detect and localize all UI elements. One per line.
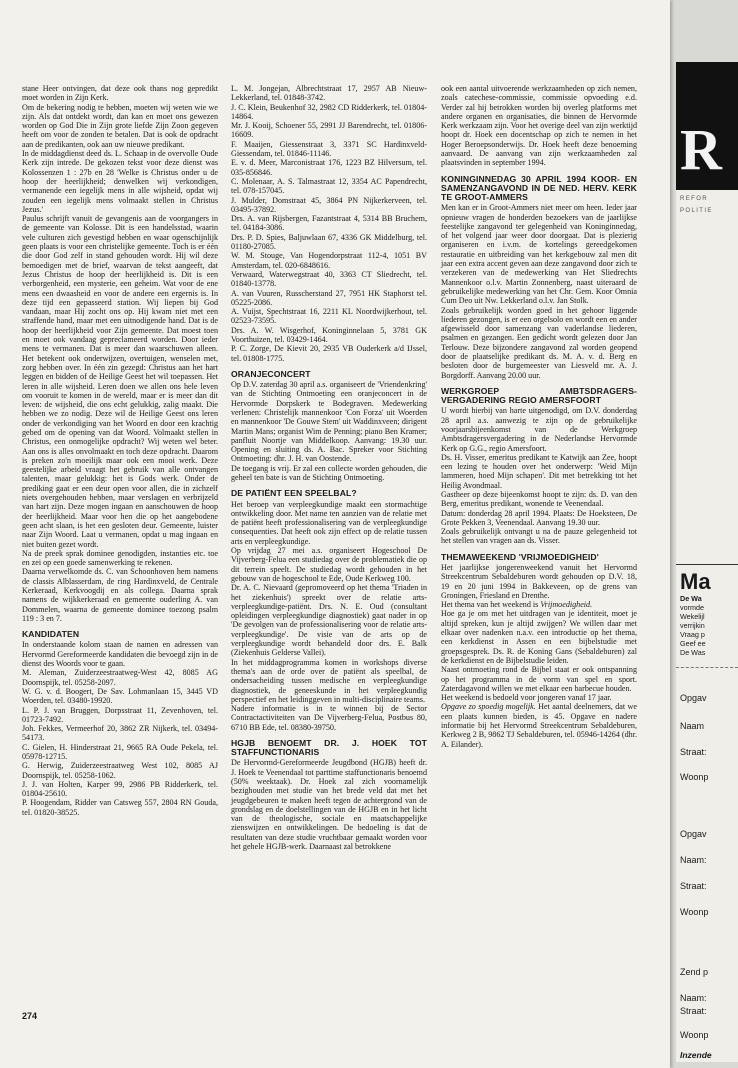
form-field-label: Opgav <box>680 693 707 703</box>
paragraph: Datum: donderdag 28 april 1994. Plaats: De Hoeksteen, De Grote Pekken 3, Veenendaal. Aanvang 19.30 uur. <box>441 508 637 527</box>
masthead-subtitle-1: REFOR <box>680 196 708 202</box>
candidate-entry: W. G. v. d. Boogert, De Sav. Lohmanlaan 15, 3445 VD Woerden, tel. 03480-19920. <box>22 686 218 706</box>
form-line: vormde <box>680 603 704 612</box>
form-field-label: Straat: <box>680 747 707 757</box>
candidate-entry: A. Vuijst, Spechtstraat 16, 2211 KL Noordwijkerhout, tel. 02523-73595. <box>231 307 427 326</box>
form-field-label: Naam <box>680 721 705 731</box>
paragraph: Men kan er in Groot-Ammers niet meer om heen. Ieder jaar opnieuw vragen de honderden bezoekers van de jaarlijkse feestelijke zangavond ter gelegenheid van Koninginnedag, of het volgend jaar weer door doorgaat. Dat is plezierig organiseren en i.v.m. de kortelings gereedgekomen restauratie en uitbreiding van het kerkgebouw zal men dit jaar een extra accent geven aan deze zangavond door zich te verzekeren van de medewerking van Het Sliedrechts Mannenkoor o.l.v. Martin Zonnenberg, naast uiteraard de gebruikelijke medewerking van het Chr. Gem. Koor Omnia Cum Deo uit Nw. Lekkerland o.l.v. Jan Stolk. <box>441 203 637 306</box>
subscription-form <box>676 564 738 1009</box>
candidate-entry: A. van Vuuren, Russcherstand 27, 7951 HK Staphorst tel. 05225-2086. <box>231 288 427 307</box>
form-field-label: Woonp <box>680 1030 709 1040</box>
section-heading-koninginnedag: KONINGINNEDAG 30 APRIL 1994 KOOR- EN SAMENZANGAVOND IN DE NED. HERV. KERK TE GROOT-AMMERS <box>441 173 637 203</box>
candidate-entry: Verwaard, Waterwegstraat 40, 3363 CT Sliedrecht, tel. 01840-13778. <box>231 269 427 289</box>
paragraph: In het middagprogramma komen in workshops diverse thema's aan de orde over de patiënt als speelbal, de ondersacheiding tussen medische en verpleegkundige diagnostiek, de geneeskunde in het verpleegkundig perspectief en het leidinggeven in multi-disciplinaire teams. <box>231 657 427 704</box>
column-2 <box>231 84 427 851</box>
paragraph: De toegang is vrij. Er zal een collecte worden gehouden, die geheel ten bate is van de Stichting Ontmoeting. <box>231 463 427 483</box>
candidate-entry: Drs. A. van Rijsbergen, Fazantstraat 4, 5314 BB Bruchem, tel. 04184-3086. <box>231 214 427 233</box>
candidate-entry: C. Molenaar, A. S. Talmastraat 12, 3354 AC Papendrecht, tel. 078-157045. <box>231 176 427 196</box>
form-field-label: Naam: <box>680 855 707 865</box>
section-heading-oranjeconcert: ORANJECONCERT <box>231 368 311 379</box>
form-field-label: Naam: <box>680 993 707 1003</box>
section-heading-kandidaten: KANDIDATEN <box>22 629 80 640</box>
form-line: Wekelijl <box>680 612 705 621</box>
paragraph: Dr. A. C. Nievaard (gepromoveerd op het thema 'Triaden in het ziekenhuis') spreekt over de relatie arts-verpleegkundige-patiënt. Drs. N. E. Oud (consultant opleidingen verpleegkundige diagnostiek) gaat nader in op 'De gevolgen van de professionalisering voor de relatie arts-verpleegkundige'. De visie van de arts op de verpleegkundige wordt behandeld door drs. E. Balk (Ziekenhuis Gelderse Vallei). <box>231 583 427 658</box>
paragraph: In de middagdienst deed ds. L. Schaap in de overvolle Oude Kerk zijn intrede. De gekozen tekst voor deze dienst was Kolossenzen 1 : 27b en 28 'Welke is Christus onder u de hoop der heerlijkheid; denwelken wij verkondigen, vermanende een iegelijk mens in alle wijsheid, opdat wij zouden een iegelijk mens volmaakt stellen in Christus Jezus.' <box>22 149 218 214</box>
candidate-entry: Drs. P. D. Spies, Baljuwlaan 67, 4336 GK Middelburg, tel. 01180-27085. <box>231 232 427 252</box>
candidate-entry: J. Mulder, Domstraat 45, 3864 PN Nijkerkerveen, tel. 03495-37892. <box>231 195 427 214</box>
candidate-entry: G. Herwig, Zuiderzeestraatweg West 102, 8085 AJ Doornspijk, tel. 05258-1062. <box>22 761 218 780</box>
candidate-entry: Mr. J. Kooij, Schoener 55, 2991 JJ Barendrecht, tel. 01806-16609. <box>231 121 427 140</box>
form-title: Ma <box>680 569 711 594</box>
section-heading-themaweekend: THEMAWEEKEND 'VRIJMOEDIGHEID' <box>441 551 599 562</box>
paragraph: Ds. H. Visser, emeritus predikant te Katwijk aan Zee, hoopt een lezing te houden over het onderwerp: 'Weid Mijn lammeren, hoed Mijn schapen'. Dit met betrekking tot het Heilig Avondmaal. <box>441 452 637 490</box>
paragraph: ook een aantal uitvoerende werkzaamheden op zich nemen, zoals catechese-commissie, commissie opvoeding e.d. Verder zal hij betrokken worden bij overleg platforms met andere organen en organisaties, die binnen de Hervormde Kerk werkzaam zijn. Voor het overige deel van zijn werktijd hoopt dr. Hoek een docentschap op zich te nemen in het Hoger Beroepsonderwijs. Dr. Hoek heeft deze benoeming aanvaard. De aanvang van zijn werkzaamheden zal plaatsvinden in september 1994. <box>441 84 637 168</box>
candidate-entry: J. J. van Holten, Karper 99, 2986 PB Ridderkerk, tel. 01804-25610. <box>22 779 218 799</box>
paragraph: Gastheer op deze bijeenkomst hoopt te zijn: ds. D. van den Berg, emeritus predikant, wonende te Veenendaal. <box>441 490 637 509</box>
form-field-label: Straat: <box>680 1006 707 1016</box>
paragraph: Het beroep van verpleegkundige maakt een stormachtige ontwikkeling door. Met name ten aanzien van de relatie met de patiënt heeft professionalisering van de verpleegkundige consequenties. Dat heeft ook zijn effect op de relatie tussen arts en verpleegkundige. <box>231 499 427 546</box>
section-heading-werkgroep: WERKGROEP AMBTSDRAGERS-VERGADERING REGIO AMERSFOORT <box>441 385 637 406</box>
candidate-entry: Drs. A. W. Wisgerhof, Koninginnelaan 5, 3781 GK Voorthuizen, tel. 03429-1464. <box>231 325 427 345</box>
paragraph: Hoe ga je om met het uitdragen van je identiteit, moet je altijd spreken, kun je altijd zwijgen? We willen daar met elkaar over nadenken n.a.v. een introductie op het thema, een kerkdienst in Assen en een bijbelstudie met groepsgesprek. Ds. R. de Koning Gans (Sebaldeburen) zal de kerkdienst en de Bijbelstudie leiden. <box>441 609 637 665</box>
thema-title: Vrijmoedigheid. <box>540 600 593 610</box>
thema-lead: Het thema van het weekend is <box>441 600 541 610</box>
candidate-entry: M. Aleman, Zuiderzeestraatweg-West 42, 8085 AG Doornspijk, tel. 05258-2097. <box>22 668 218 687</box>
paragraph: Na de preek sprak dominee genodigden, instanties etc. toe en zei op een goede samenwerking te rekenen. <box>22 548 218 568</box>
paragraph: In onderstaande kolom staan de namen en adressen van Hervormd Gereformeerde kandidaten die bevoegd zijn in de dienst des Woords voor te gaan. <box>22 640 218 669</box>
paragraph <box>441 600 637 609</box>
form-field-label: Woonp <box>680 907 709 917</box>
form-line: verrijkin <box>680 621 705 630</box>
candidate-entry: F. Maaijen, Giessenstraat 3, 3371 SC Hardinxveld-Giessendam, tel. 01846-11146. <box>231 139 427 159</box>
logo-letter: R <box>680 117 722 182</box>
form-field-label: Woonp <box>680 772 709 782</box>
paragraph: Naast ontmoeting rond de Bijbel staat er ook ontspanning op het programma in de vorm van spel en sport. Zaterdagavond willen we met elkaar een barbecue houden. <box>441 665 637 693</box>
paragraph: Het jaarlijkse jongerenweekend vanuit het Hervormd Streekcentrum Sebaldeburen wordt gehouden op D.V. 18, 19 en 20 juni 1994 in Bakkeveen, op de grens van Groningen, Friesland en Drenthe. <box>441 562 637 600</box>
form-field-label: Opgav <box>680 829 707 839</box>
opgave-lead: Opgave zo spoedig mogelijk. <box>441 702 536 712</box>
form-field-label: Zend p <box>680 967 709 977</box>
candidate-entry: P. Hoogendam, Ridder van Catsweg 557, 2804 RN Gouda, tel. 01820-38525. <box>22 798 218 817</box>
form-line: Vraag p <box>680 630 705 639</box>
form-line: Geef ee <box>680 639 706 648</box>
section-heading-hgjb: HGJB BENOEMT DR. J. HOEK TOT STAFFUNCTIONARIS <box>231 738 427 758</box>
page-number: 274 <box>22 1011 38 1021</box>
form-footer: Inzende <box>680 1050 712 1060</box>
paragraph <box>441 702 637 748</box>
adjacent-page <box>676 62 738 1062</box>
candidate-entry: L. P. J. van Bruggen, Dorpsstraat 11, Zevenhoven, tel. 01723-7492. <box>22 705 218 724</box>
candidate-entry: E. v. d. Meer, Marconistraat 176, 1223 BZ Hilversum, tel. 035-856846. <box>231 158 427 177</box>
form-line: De Was <box>680 648 706 657</box>
paragraph: Om de bekering nodig te hebben, moeten wij weten wie we zijn. Als dat ontdekt wordt, dan kan en moet ons gewezen worden op God Die in Zijn grote liefde Zijn Zoon gegeven heeft om voor de zonden te betalen. Dat is ook de opdracht aan de predikanten, ook aan uw nieuwe predikant. <box>22 102 218 149</box>
paragraph: stane Heer ontvingen, dat deze ook thans nog gepredikt moet worden in Zijn Kerk. <box>22 84 218 103</box>
paragraph: De Hervormd-Gereformeerde Jeugdbond (HGJB) heeft dr. J. Hoek te Veenendaal tot parttime staffunctionaris benoemd (50% weektaak). Dr. Hoek zal zich voornamelijk bezighouden met studie van het brede veld dat met het jeugdgebeuren te maken heeft tegen de achtergrond van de grondslag en de doelstellingen van de HGJB en in het licht van de theologische, sociale en maatschappelijke zienswijzen en ontwikkelingen. De bedoeling is dat de resultaten van deze studie vruchtbaar gemaakt worden voor het gehele HGJB-werk. Daarnaast zal betrokkene <box>231 758 427 852</box>
paragraph: Op D.V. zaterdag 30 april a.s. organiseert de 'Vriendenkring' van de Stichting Ontmoeting een oranjeconcert in de Hervormde Dorpskerk te Bodegraven. Medewerking verlenen: Christelijk mannenkoor 'Con Forza' uit Woerden en mannenkoor 'De Gouwe Stem' uit Waddinxveen; dirigent Martin Mans; organist Wim de Penning; piano Ben Kramer; panfluit Noortje van Middelkoop. Aanvang: 19.30 uur. Opening en sluiting ds. A. Bac. Spreker voor Stichting Ontmoeting: dhr. J. H. van Oostende. <box>231 380 427 464</box>
candidate-entry: W. M. Stouge, Van Hogendorpstraat 112-4, 1051 BV Amsterdam, tel. 020-6848616. <box>231 251 427 270</box>
paragraph: Het weekend is bedoeld voor jongeren vanaf 17 jaar. <box>441 693 612 703</box>
paragraph: Daarna verwelkomde ds. C. van Schoonhoven hem namens de classis Alblasserdam, de ring Hardinxveld, de Centrale Kerkeraad, Kerkvoogdij en als collega. Daarna sprak namens de wijkkerkeraad en gemeente ouderling A. van Dommelen, waarna de gemeente dominee toezong psalm 119 : 3 en 7. <box>22 567 218 623</box>
paragraph: Nadere informatie is in te winnen bij de Sector Contractactiviteiten van De Vijverberg-Felua, Postbus 80, 6710 BB Ede, tel. 08380-39750. <box>231 704 427 732</box>
candidate-entry: P. C. Zorge, De Kievit 20, 2935 VB Ouderkerk a/d IJssel, tel. 01808-1775. <box>231 344 427 363</box>
masthead-subtitle-2: POLITIE <box>680 208 713 214</box>
section-heading-patient: DE PATIËNT EEN SPEELBAL? <box>231 488 357 499</box>
column-3 <box>441 84 637 749</box>
masthead-logo <box>676 62 738 190</box>
column-1 <box>22 84 218 817</box>
paragraph: Op vrijdag 27 mei a.s. organiseert Hogeschool De Vijverberg-Felua een studiedag over de problematiek die op dit terrein speelt. De studiedag wordt gehouden in het gebouw van de hogeschool te Ede, Oude Kerkweg 100. <box>231 546 427 583</box>
form-line: De Wa <box>680 594 702 603</box>
form-field-label: Straat: <box>680 881 707 891</box>
candidate-entry: Joh. Fekkes, Vermeerhof 20, 3862 ZR Nijkerk, tel. 03494-54173. <box>22 724 218 743</box>
paragraph: Zoals gebruikelijk worden goed in het gehoor liggende liederen gezongen, is er een orgelsolo en wordt een en ander afgewisseld door samenzang van vaderlandse liederen, psalmen en gezangen. Een gedicht wordt gelezen door Jan Terlouw. Deze bijzondere zangavond zal worden geopend door de plaatselijke predikant ds. M. A. v. d. Berg en besloten door de burgemeester van Liesveld mr. A. J. Borgdorff. Aanvang 20.00 uur. <box>441 305 637 380</box>
paragraph: Zoals gebruikelijk ontvangt u na de pauze gelegenheid tot het stellen van vragen aan ds. Visser. <box>441 527 637 546</box>
candidate-entry: J. C. Klein, Beukenhof 32, 2982 CD Ridderkerk, tel. 01804-14864. <box>231 102 427 121</box>
paragraph: Paulus schrijft vanuit de gevangenis aan de voorgangers in de gemeente van Kolosse. Dit is een handelsstad, waarin vele culturen zich gevestigd hebben en waar ogenschijnlijk geen plaats is voor een christelijke gemeente. Toch is er één die door God zelf in stand gehouden wordt. Hij wil deze bemoedigen met de brief, waarvan de tekst aangeeft, dat Jezus Christus de hoop der heerlijkheid is. Dit is een verborgenheid, een mysterie, een geheim. Wat voor de ene mens een dwaasheid en voor de andere een ergernis is. In deze tijd een gepasseerd station. Wij liepen bij God vandaan, maar Hij zocht ons op. Hij kwam niet met een straffende hand, maar met een uitnodigende hand. Dat is de hoop der heerlijkheid voor Zijn gemeente. Dat moest toen en moet ook vandaag gepreclameerd worden. Door ieder mens te vermanen. Dat is meer dan waarschuwen alleen. Het betekent ook onderwijzen, overtuigen, wenselen met, zorg hebben over. In één zin gezegd: Christus aan het hart leggen en bidden of de Heilige Geest het wil toepassen. Het leren in alle wijsheid. Leren doen we allen ons hele leven om vooruit te komen in de wereld, maar er is meer dan dit leven: de wijsheid, die ons echt gelukkig, zalig maakt. Die hebben we zo nodig. Deze wil de Heilige Geest ons leren onder de verkondiging van het Woord en door een krachtig gebed om de opening van dat Woord. Volmaakt stellen in Christus, een onmogelijke opdracht? Wij weten wel beter. Aan ons is alles onvolmaakt en toch deze opdracht. Daarom is preken zo'n moeilijk maar ook een mooi werk. Deze geestelijke arbeid vraagt het gebruik van alle ontvangen talenten, maar gelukkig: het is Gods werk. Onder de prediking gaat er een deur open voor allen, die in zichzelf niets overgehouden hebben, maar verslagen en verbrijzeld van hart zijn. Deze mogen ingaan en aanschouwen de hoop der heerlijkheid. Maar voor hen die op het aangebodene geen acht slaan, is het een gesloten deur. Gemeente, luister naar Zijn Woord. Laat u vermanen, opdat u mag ingaan en niet buiten gezet wordt. <box>22 214 218 549</box>
candidate-entry: C. Gielen, H. Hinderstraat 21, 9665 RA Oude Pekela, tel. 05978-12715. <box>22 742 218 761</box>
paragraph: U wordt hierbij van harte uitgenodigd, om D.V. donderdag 28 april a.s. aanwezig te zijn op de gebruikelijke voorjaarsbijeenkomst van de Werkgroep Ambtsdragersvergadering in de Nederlandse Hervormde Kerk op G.G., regio Amersfoort. <box>441 406 637 453</box>
candidate-entry: L. M. Jongejan, Albrechtstraat 17, 2957 AB Nieuw-Lekkerland, tel. 01848-3742. <box>231 84 427 103</box>
opgave-text: Het aantal deelnemers, dat we een plaats kunnen bieden, is 45. Opgave en nadere informatie bij het Hervormd Streekcentrum Sebaldeburen, Kerkweg 2 B, 9862 TJ Sebaldeburen, tel. 05946-14264 (dhr. A. Eilander). <box>441 702 637 749</box>
divider <box>676 667 738 668</box>
